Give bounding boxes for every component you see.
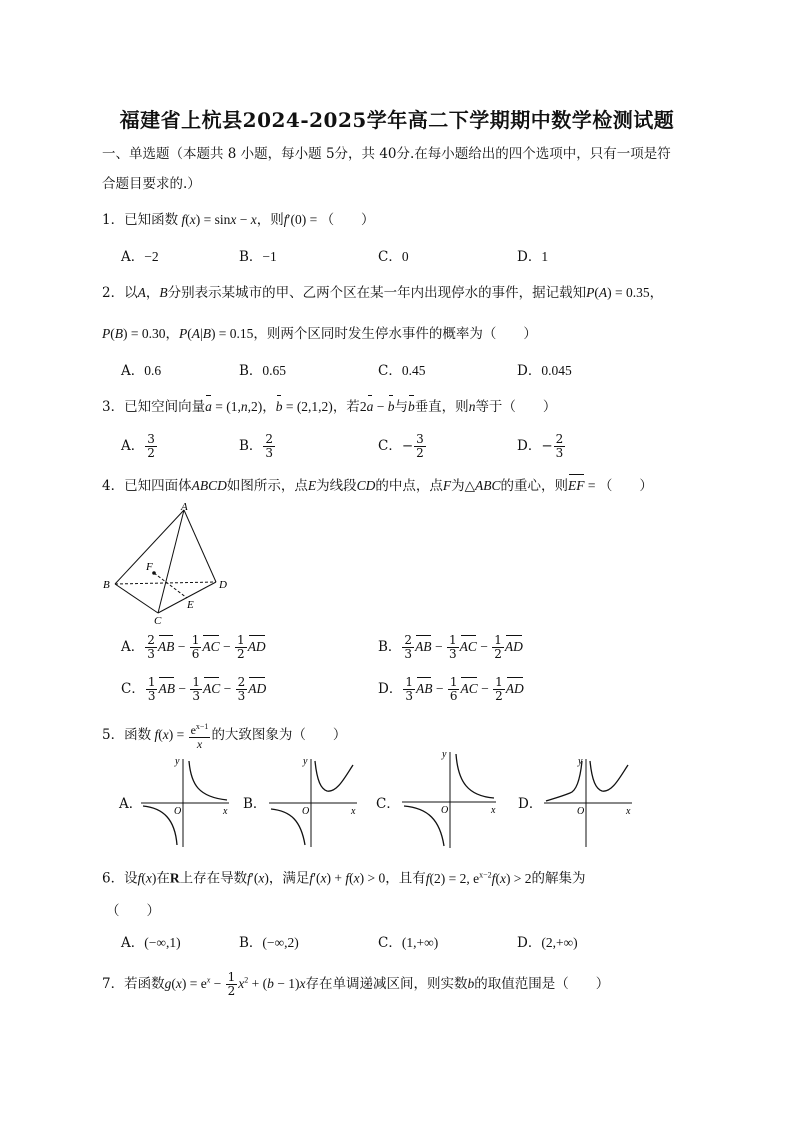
q4-option-b[interactable]: B． $\frac{2}{3}$ AB − $\frac{1}{3}$ AC − $\frac{1}{2}$ AD	[378, 633, 523, 661]
svg-text:O: O	[577, 806, 585, 817]
question-6-stem: 6．设f(x)在R上存在导数f′(x)，满足f′(x) + f(x) > 0，且有f(2) = 2, $e^{x-2}f(x) > 2$的解集为	[102, 870, 586, 887]
svg-text:y: y	[442, 749, 447, 760]
label-A: A	[181, 501, 188, 513]
q5-graph-d	[540, 755, 640, 850]
q2-option-c[interactable]: C．0.45	[378, 363, 426, 379]
label-E: E	[187, 599, 194, 611]
q5-graph-c	[398, 748, 504, 852]
label-F: F	[146, 561, 153, 573]
q1-option-d[interactable]: D．1	[517, 249, 549, 265]
question-7-stem: 7．若函数$g(x) = e^x$ − $\frac{1}{2}$ $x^2 + (b - 1)x$存在单调递减区间，则实数b的取值范围是（ ）	[102, 970, 610, 998]
q5-graph-b	[265, 755, 365, 850]
q6-option-b[interactable]: B．(−∞,2)	[239, 935, 299, 951]
question-1-stem: 1．已知函数 f(x) = sinx − x，则f′(0) = （ ）	[102, 212, 375, 228]
question-3-stem: 3．已知空间向量a = (1,n,2)，b = (2,1,2)，若2a − b与b垂直，则n等于（ ）	[102, 399, 557, 415]
svg-text:x: x	[626, 806, 631, 817]
svg-text:y: y	[303, 756, 308, 767]
q2-option-a[interactable]: A．0.6	[121, 363, 162, 379]
q4-option-a[interactable]: A． $\frac{2}{3}$ AB − $\frac{1}{6}$ AC − $\frac{1}{2}$ AD	[121, 633, 266, 661]
q3-option-a[interactable]: A． $\frac{3}{2}$	[121, 432, 155, 460]
q1-option-a[interactable]: A．−2	[121, 249, 159, 265]
svg-text:O: O	[174, 806, 182, 817]
q6-option-a[interactable]: A．(−∞,1)	[121, 935, 181, 951]
q1-option-b[interactable]: B．−1	[239, 249, 277, 265]
svg-text:x: x	[491, 805, 496, 816]
label-C: C	[154, 615, 162, 627]
q2-option-d[interactable]: D．0.045	[517, 363, 572, 379]
q3-option-d[interactable]: D．− $\frac{2}{3}$	[517, 432, 564, 460]
q6-option-c[interactable]: C．(1,+∞)	[378, 935, 439, 951]
q5-option-d[interactable]: D．	[518, 796, 543, 812]
q5-graph-a	[137, 755, 237, 850]
svg-text:x: x	[351, 806, 356, 817]
question-6-bracket: （ ）	[106, 903, 160, 919]
label-B: B	[103, 579, 110, 591]
question-4-stem: 4．已知四面体ABCD如图所示，点E为线段CD的中点，点F为△ABC的重心，则EF = （ ）	[102, 478, 653, 494]
page-title: 福建省上杭县2024-2025学年高二下学期期中数学检测试题	[119, 108, 675, 132]
q2-option-b[interactable]: B．0.65	[239, 363, 287, 379]
question-2-stem: 2．以A，B分别表示某城市的甲、乙两个区在某一年内出现停水的事件，据记载知P(A) = 0.35，	[102, 285, 664, 301]
svg-text:y: y	[175, 756, 180, 767]
q1-option-c[interactable]: C．0	[378, 249, 409, 265]
label-D: D	[219, 579, 227, 591]
svg-text:y: y	[578, 756, 583, 767]
svg-text:O: O	[441, 805, 449, 816]
q5-option-c[interactable]: C．	[376, 796, 400, 812]
q6-option-d[interactable]: D．(2,+∞)	[517, 935, 578, 951]
section-heading: 一、单选题（本题共 8 小题，每小题 5分，共 40分.在每小题给出的四个选项中，只有一项是符	[102, 146, 671, 162]
q3-option-c[interactable]: C．− $\frac{3}{2}$	[378, 432, 424, 460]
q5-option-b[interactable]: B．	[243, 796, 267, 812]
q5-option-a[interactable]: A．	[119, 796, 143, 812]
section-heading-cont: 合题目要求的.）	[102, 176, 201, 192]
svg-text:O: O	[302, 806, 310, 817]
q4-option-c[interactable]: C． $\frac{1}{3}$ AB − $\frac{1}{3}$ AC − $\frac{2}{3}$ AD	[121, 675, 267, 703]
q4-option-d[interactable]: D． $\frac{1}{3}$ AB − $\frac{1}{6}$ AC − $\frac{1}{2}$ AD	[378, 675, 524, 703]
svg-text:x: x	[223, 806, 228, 817]
tetrahedron-figure	[98, 500, 238, 627]
q3-option-b[interactable]: B． $\frac{2}{3}$	[239, 432, 274, 460]
question-2-stem-cont: P(B) = 0.30，P(A|B) = 0.15，则两个区同时发生停水事件的概率为（ ）	[102, 326, 537, 342]
question-5-stem: 5．函数 f(x) = $\frac{e^{x-1}}{x}$ 的大致图象为（ ）	[102, 722, 347, 751]
